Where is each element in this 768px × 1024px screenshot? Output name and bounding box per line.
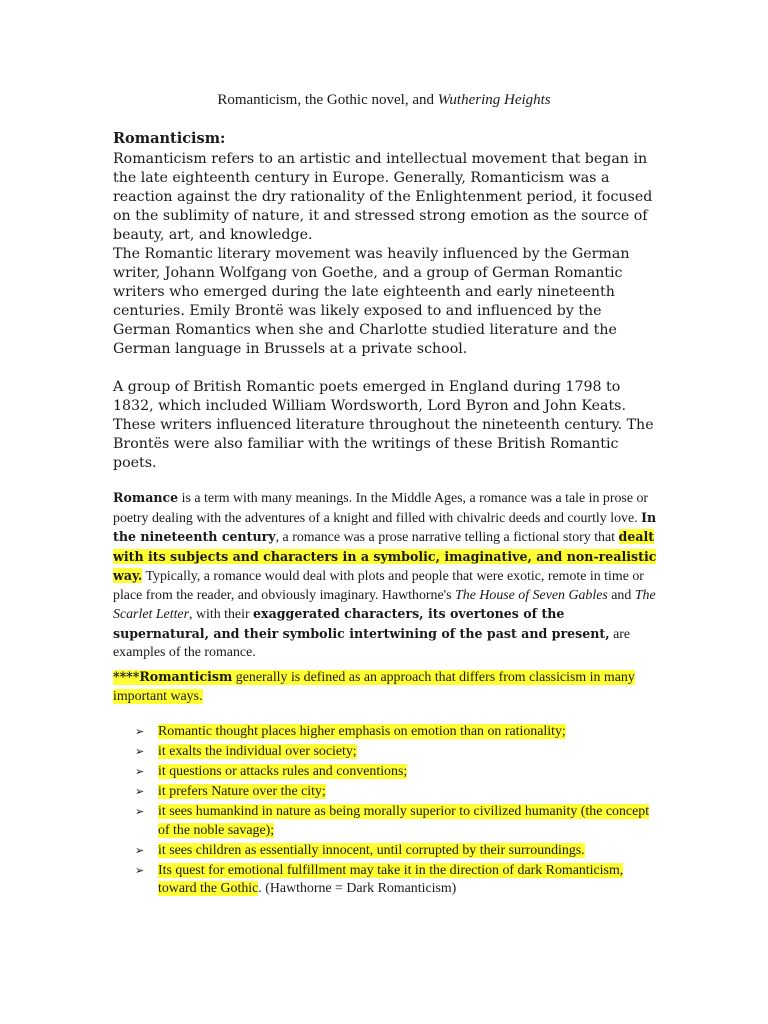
romance-text-5: , with their: [189, 607, 254, 622]
list-item: [113, 862, 661, 899]
arrow-bullet-icon: ➢: [135, 785, 145, 798]
romance-text-4: and: [607, 587, 635, 603]
arrow-bullet-icon: ➢: [135, 745, 145, 758]
list-item: [113, 723, 661, 742]
arrow-bullet-icon: ➢: [135, 765, 145, 778]
paragraph-german-influence: The Romantic literary movement was heavily influenced by the German writer, Johann Wolfgang von Goethe, and a group of German Romantic writers who emerged during the late eighteenth and early nineteenth centuries. Emily Brontë was likely exposed to and influenced by the German Romantics when she and Charlotte studied literature and the German language in Brussels at a private school.: [113, 246, 630, 357]
section-heading: Romanticism:: [113, 130, 226, 147]
arrow-bullet-icon: ➢: [135, 805, 145, 818]
romance-text-3: Typically, a romance would deal with plots and people that were exotic, remote in time or place from the reader, and obviously imaginary. Hawthorne's: [113, 569, 644, 603]
book-title-scarlet: The Scarlet Letter: [113, 587, 656, 622]
list-item: [113, 743, 661, 762]
list-item-text: it sees children as essentially innocent, until corrupted by their surroundings.: [158, 842, 585, 858]
list-item: [113, 842, 661, 861]
romanticism-stars: ****Romanticism: [113, 669, 233, 684]
paragraph-british-poets: A group of British Romantic poets emerged in England during 1798 to 1832, which included William Wordsworth, Lord Byron and John Keats. These writers influenced literature throughout the nineteenth century. The Brontës were also familiar with the writings of these British Romantic poets.: [113, 379, 654, 471]
list-item-text: Romantic thought places higher emphasis on emotion than on rationality;: [158, 724, 566, 739]
romance-term: Romance: [113, 490, 179, 505]
approach-text: generally is defined as an approach that differs from classicism in many important ways.: [113, 670, 635, 704]
arrow-bullet-icon: ➢: [135, 843, 145, 857]
list-item-text: it questions or attacks rules and conventions;: [158, 764, 408, 779]
list-item-text: it prefers Nature over the city;: [158, 784, 326, 799]
title-text: Romanticism, the Gothic novel, and: [217, 92, 438, 108]
list-item-text: it sees humankind in nature as being morally superior to civilized humanity (the concept of the noble savage);: [158, 804, 650, 838]
list-item: [113, 783, 661, 802]
list-item-tail: . (Hawthorne = Dark Romanticism): [258, 881, 457, 896]
arrow-bullet-icon: ➢: [135, 725, 145, 738]
paragraph-definition: Romanticism refers to an artistic and intellectual movement that began in the late eighteenth century in Europe. Generally, Romanticism was a reaction against the dry rationality of the Enlightenment period, it focused on the sublimity of nature, it and stressed strong emotion as the source of beauty, art, and knowledge.: [113, 151, 653, 243]
approach-highlight: [113, 670, 635, 704]
list-item-text: it exalts the individual over society;: [158, 744, 357, 759]
romance-text-1: is a term with many meanings. In the Middle Ages, a romance was a tale in prose or poetry dealing with the adventures of a knight and filled with chivalric deeds and courtly love.: [113, 491, 649, 526]
paragraph-romance: [113, 489, 661, 663]
romance-text-6: are examples of the romance.: [113, 626, 631, 660]
paragraph-romanticism-approach: [113, 668, 661, 706]
list-item: [113, 763, 661, 782]
nineteenth-century: In the nineteenth century: [113, 509, 657, 544]
book-title-gables: The House of Seven Gables: [455, 587, 608, 603]
list-item: [113, 803, 661, 840]
highlighted-definition: dealt with its subjects and characters in a symbolic, imaginative, and non-realistic way.: [113, 529, 657, 583]
title-italic: Wuthering Heights: [437, 92, 551, 108]
romanticism-traits-list: [113, 723, 661, 900]
romance-text-2: , a romance was a prose narrative telling a fictional story that: [275, 530, 619, 545]
document-title: [0, 92, 768, 109]
arrow-bullet-icon: ➢: [135, 863, 145, 877]
list-item-text: Its quest for emotional fulfillment may take it in the direction of dark Romanticism, toward the Gothic: [158, 862, 624, 896]
romance-features: exaggerated characters, its overtones of the supernatural, and their symbolic intertwining of the past and present,: [113, 606, 610, 641]
